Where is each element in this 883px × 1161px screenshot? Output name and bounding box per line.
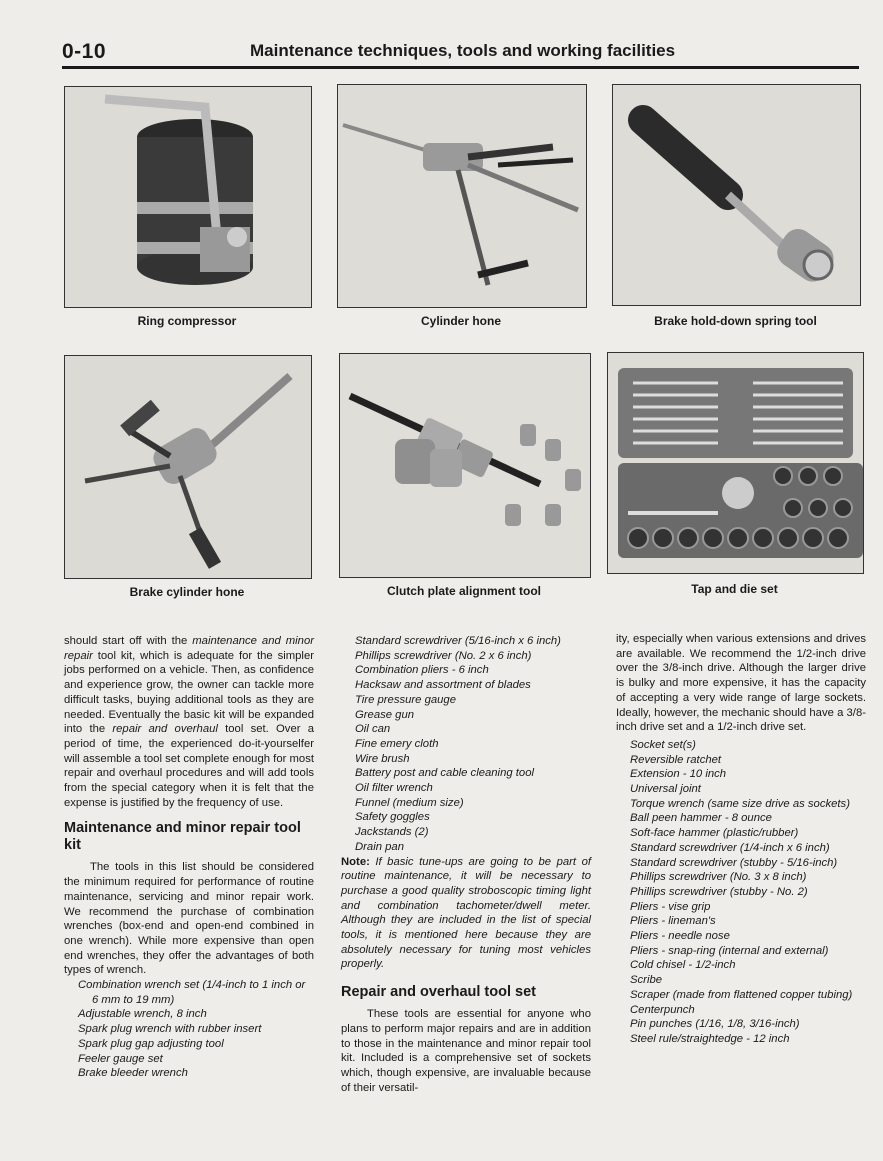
figure-caption: Brake hold-down spring tool [654,314,817,328]
note-paragraph: Note: If basic tune-ups are going to be part of routine maintenance, it will be necessary to purchase a good quality stroboscopic timing light and combination tachometer/dwell meter. Although they are included in the list of special tools, it is mentioned here because they are absolutely necessary for tuning most vehicles properly. [341,855,591,971]
list-item: Combination pliers - 6 inch [355,664,489,677]
list-item: Cold chisel - 1/2-inch [630,959,736,972]
list-item: Phillips screwdriver (No. 3 x 8 inch) [630,871,807,884]
body-paragraph: ity, especially when various extensions and drives are available. We recommend the 1/2-inch drive over the 3/8-inch drive. Although the larger drive is bulky and more expensive, it has the capacity of accepting a very wide range of large sockets. Ideally, however, the mechanic should have a 3/8-inch drive set and a 1/2-inch drive set. [616,633,866,734]
body-paragraph: These tools are essential for anyone who plans to perform major repairs and are in addition to those in the maintenance and minor repair tool kit. Included is a comprehensive set of sockets which, though expensive, are invaluable because of their versatil- [341,1008,591,1094]
list-item: Battery post and cable cleaning tool [355,767,534,780]
figure-caption: Clutch plate alignment tool [386,584,541,598]
ring-compressor-photo [64,86,312,308]
list-item: Drain pan [355,840,404,853]
list-item: Standard screwdriver (1/4-inch x 6 inch) [630,841,830,854]
list-item: Pliers - vise grip [630,900,711,913]
list-item: Feeler gauge set [78,1052,163,1065]
intro-paragraph: should start off with the maintenance and minor repair tool kit, which is adequate for the simpler jobs performed on a vehicle. Then, as confidence and experience grow, the owner can tackle more difficult tasks, buying additional tools as they are needed. Eventually the basic kit will be expanded into the repair and overhaul tool set. Over a period of time, the experienced do-it-yourselfer will assemble a tool set complete enough for most repair and overhaul procedures and will add tools from the special category when it is felt that the expense is justified by the frequency of use. [64,635,314,809]
list-item: Reversible ratchet [630,753,722,766]
list-item: Phillips screwdriver (No. 2 x 6 inch) [355,649,532,662]
cylinder-hone-photo [337,84,587,308]
list-item: Steel rule/straightedge - 12 inch [630,1032,790,1045]
body-paragraph: The tools in this list should be considered the minimum required for performance of routine maintenance, servicing and minor repair work. We recommend the purchase of combination wrenches (box-end and open-end combined in one wrench). While more expensive than open end wrenches, they offer the advantages of both types of wrench. [64,861,314,977]
section-heading: Maintenance and minor repair tool kit [64,820,301,854]
list-item: Soft-face hammer (plastic/rubber) [630,827,799,840]
list-item: Centerpunch [630,1003,695,1016]
list-item: Oil can [355,723,391,736]
header-rule [62,66,859,69]
figure-caption: Tap and die set [691,582,778,596]
list-item: Pliers - snap-ring (internal and external) [630,944,829,957]
list-item: Ball peen hammer - 8 ounce [630,812,772,825]
list-item: Standard screwdriver (5/16-inch x 6 inch) [355,635,561,647]
list-item: Fine emery cloth [355,737,439,750]
list-item: Scribe [630,974,663,987]
tool-list [616,738,866,1047]
list-item: Spark plug gap adjusting tool [78,1037,224,1050]
figure-caption: Brake cylinder hone [129,585,245,599]
clutch-alignment-tool-photo [339,353,591,578]
list-item: Combination wrench set (1/4-inch to 1 inch or 6 mm to 19 mm) [78,979,306,1006]
page-number: 0-10 [62,40,107,63]
list-item: Spark plug wrench with rubber insert [78,1023,262,1036]
figure-caption: Ring compressor [137,314,237,328]
list-item: Safety goggles [355,811,430,824]
list-item: Socket set(s) [630,738,696,751]
list-item: Wire brush [355,752,410,765]
figure-caption: Cylinder hone [420,314,501,328]
column-2 [341,634,591,1095]
list-item: Pliers - needle nose [630,930,730,943]
column-1 [64,634,314,1081]
list-item: Pin punches (1/16, 1/8, 3/16-inch) [630,1018,800,1031]
tap-die-set-photo [607,352,864,574]
brake-spring-tool-photo [612,84,861,306]
list-item: Pliers - lineman's [630,915,716,928]
list-item: Scraper (made from flattened copper tubing) [630,988,853,1001]
list-item: Universal joint [630,783,701,796]
column-3 [616,632,866,1047]
tool-list [64,978,314,1081]
list-item: Funnel (medium size) [355,796,464,809]
page-title: Maintenance techniques, tools and working facilities [250,41,676,60]
list-item: Standard screwdriver (stubby - 5/16-inch) [630,856,838,869]
list-item: Torque wrench (same size drive as sockets) [630,797,850,810]
list-item: Grease gun [355,708,415,721]
list-item: Adjustable wrench, 8 inch [78,1008,207,1021]
list-item: Extension - 10 inch [630,768,727,781]
list-item: Brake bleeder wrench [78,1067,188,1080]
tool-list [341,634,591,855]
list-item: Phillips screwdriver (stubby - No. 2) [630,885,808,898]
list-item: Oil filter wrench [355,782,433,795]
list-item: Jackstands (2) [355,826,429,839]
section-heading: Repair and overhaul tool set [341,984,536,1001]
list-item: Hacksaw and assortment of blades [355,679,531,692]
brake-cylinder-hone-photo [64,355,312,579]
list-item: Tire pressure gauge [355,693,456,706]
